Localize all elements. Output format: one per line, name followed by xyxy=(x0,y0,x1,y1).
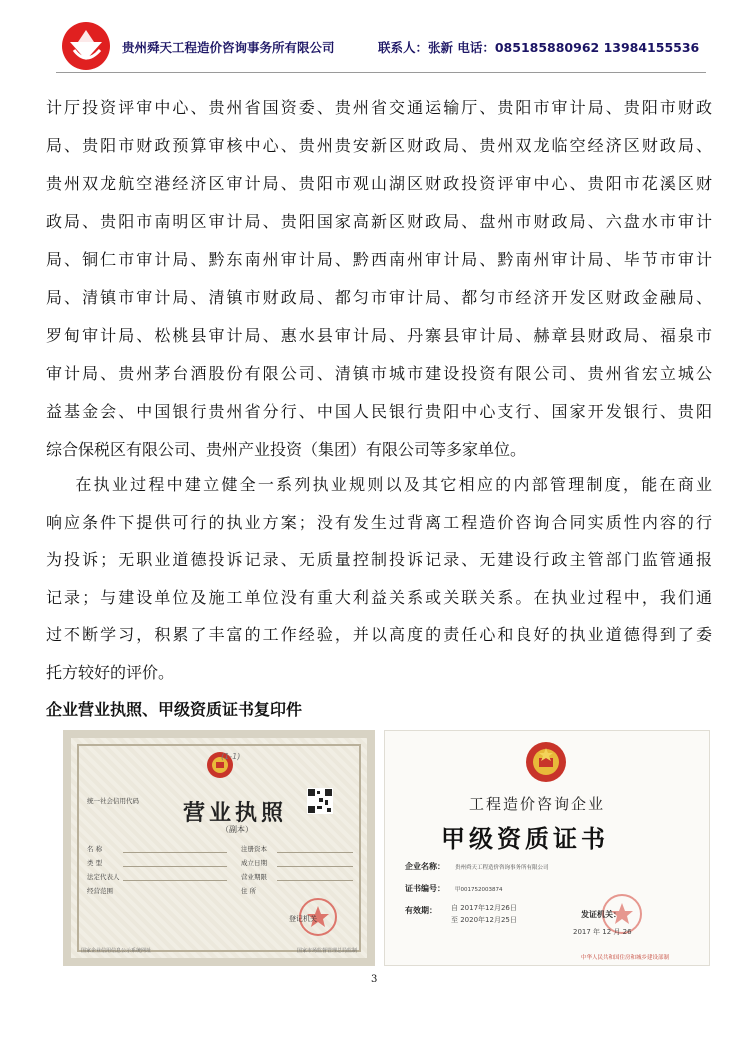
text-line: 响应条件下提供可行的执业方案；没有发生过背离工程造价咨询合同实质性内容的行 xyxy=(46,512,712,532)
certificate-heading: 工程造价咨询企业 xyxy=(469,795,606,813)
certificate-issue-date: 2017 年 12 月 26 xyxy=(573,928,632,936)
text-line: 综合保税区有限公司、贵州产业投资（集团）有限公司等多家单位。 xyxy=(46,440,527,459)
qr-code-icon xyxy=(307,788,333,814)
license-field-line xyxy=(123,880,227,881)
license-row-label: 注册资本 xyxy=(241,845,267,853)
text-line: 益基金会、中国银行贵州省分行、中国人民银行贵阳中心支行、国家开发银行、贵阳 xyxy=(46,402,712,421)
text-line: 在执业过程中建立健全一系列执业规则以及其它相应的内部管理制度，能在商业 xyxy=(46,475,712,494)
text-line: 审计局、贵州茅台酒股份有限公司、清镇市城市建设投资有限公司、贵州省宏立城公 xyxy=(46,364,712,383)
certificate-issuer-label: 发证机关： xyxy=(581,910,621,919)
license-footer-left: 国家企业信用信息公示系统网址 xyxy=(81,948,152,954)
certificate-title: 甲级资质证书 xyxy=(441,824,609,853)
client-list-paragraph xyxy=(46,89,712,469)
license-row-label: 住 所 xyxy=(241,887,257,895)
certificate-issuer-name: 中华人民共和国住房和城乡建设部制 xyxy=(581,955,670,961)
certificate-company-value: 贵州舜天工程造价咨询事务所有限公司 xyxy=(455,865,549,871)
page-number: 3 xyxy=(371,974,378,985)
national-emblem-icon xyxy=(523,739,569,785)
license-row-label: 名 称 xyxy=(87,845,103,853)
license-subtitle: （副本） xyxy=(221,825,253,834)
license-field-line xyxy=(277,866,353,867)
certificate-validity-to: 至 2020年12月25日 xyxy=(451,916,517,924)
header-contact-info: 联系人：张新 电话：085185880962 13984155536 xyxy=(378,40,700,55)
license-field-line xyxy=(123,866,227,867)
text-line: 局、贵阳市财政预算审核中心、贵州贵安新区财政局、贵州双龙临空经济区财政局、 xyxy=(46,136,712,155)
business-license-image xyxy=(63,730,375,966)
certificate-number-value: 甲001752003874 xyxy=(455,887,503,893)
text-line: 局、清镇市审计局、清镇市财政局、都匀市审计局、都匀市经济开发区财政金融局、 xyxy=(46,288,712,307)
certificate-validity-label: 有效期： xyxy=(405,906,437,915)
text-line: 托方较好的评价。 xyxy=(46,662,175,682)
text-line: 为投诉；无职业道德投诉记录、无质量控制投诉记录、无建设行政主管部门监管通报 xyxy=(46,550,712,569)
text-line: 贵州双龙航空港经济区审计局、贵阳市观山湖区财政投资评审中心、贵阳市花溪区财 xyxy=(46,174,712,193)
text-line: 计厅投资评审中心、贵州省国资委、贵州省交通运输厅、贵阳市审计局、贵阳市财政 xyxy=(46,98,712,117)
license-field-line xyxy=(277,880,353,881)
text-line: 罗甸审计局、松桃县审计局、惠水县审计局、丹寨县审计局、赫章县财政局、福泉市 xyxy=(46,326,712,345)
license-row-label: 类 型 xyxy=(87,859,103,867)
license-row-label: 法定代表人 xyxy=(87,873,120,881)
header-company-name: 贵州舜天工程造价咨询事务所有限公司 xyxy=(122,40,335,55)
section-title: 企业营业执照、甲级资质证书复印件 xyxy=(46,700,303,719)
license-row-label: 营业期限 xyxy=(241,873,267,881)
certificate-validity-from: 自 2017年12月26日 xyxy=(451,904,517,912)
text-line: 记录；与建设单位及施工单位没有重大利益关系或关联关系。在执业过程中，我们通 xyxy=(46,587,712,607)
certificate-number-label: 证书编号： xyxy=(405,884,445,893)
license-footer-right: 国家市场监督管理总局监制 xyxy=(296,948,357,954)
license-row-label: 成立日期 xyxy=(241,859,267,867)
qualification-certificate-image xyxy=(384,730,710,966)
license-field-line xyxy=(277,852,353,853)
license-title: 营业执照 xyxy=(183,800,288,826)
page-header xyxy=(56,16,706,73)
certificate-company-label: 企业名称： xyxy=(405,862,445,871)
company-logo-icon xyxy=(60,20,112,72)
text-line: 过不断学习，积累了丰富的工作经验，并以高度的责任心和良好的执业道德得到了委 xyxy=(46,625,712,644)
license-hand-note: (1-1) xyxy=(221,752,241,761)
license-registration-label: 登记机关 xyxy=(289,915,317,923)
practice-paragraph xyxy=(46,466,712,691)
license-credit-code-label: 统一社会信用代码 xyxy=(87,797,139,805)
license-row-label: 经营范围 xyxy=(87,887,113,895)
text-line: 政局、贵阳市南明区审计局、贵阳国家高新区财政局、盘州市财政局、六盘水市审计 xyxy=(46,212,712,231)
license-field-line xyxy=(123,852,227,853)
text-line: 局、铜仁市审计局、黔东南州审计局、黔西南州审计局、黔南州审计局、毕节市审计 xyxy=(46,250,712,269)
